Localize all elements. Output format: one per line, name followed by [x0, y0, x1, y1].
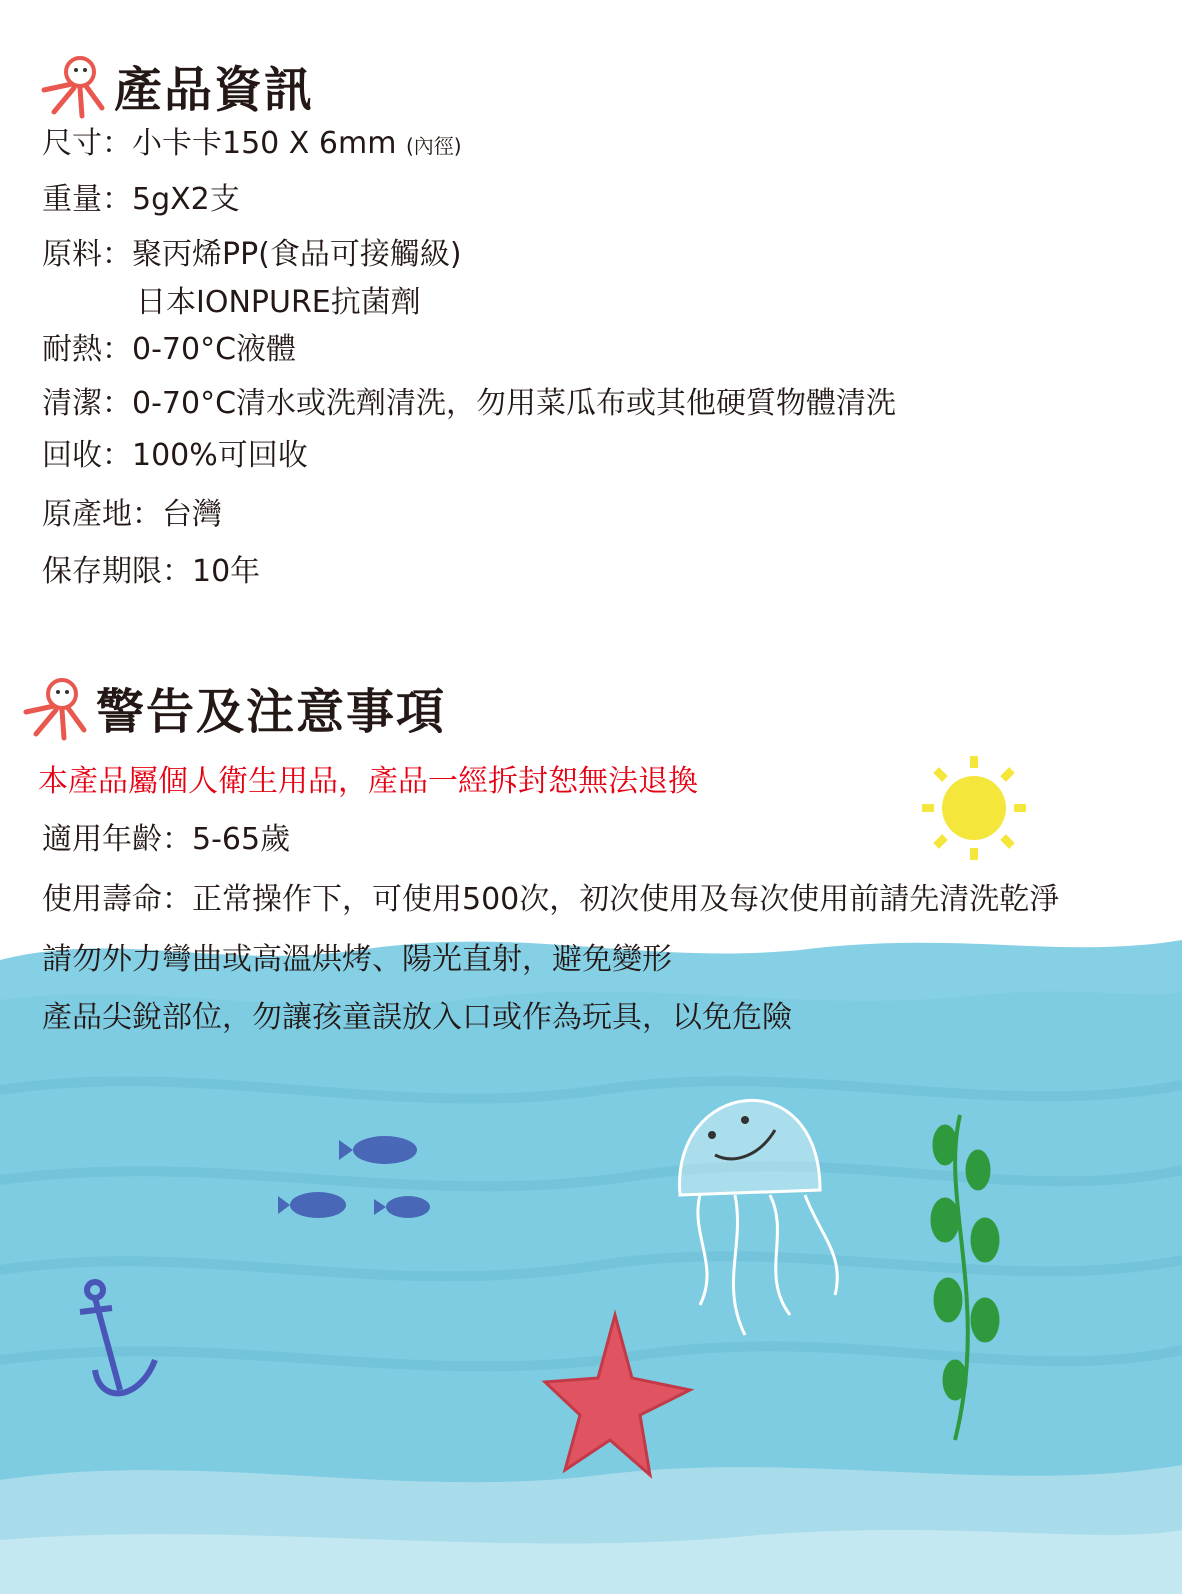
age-line	[42, 820, 290, 860]
recycle-line	[42, 436, 308, 476]
material-line-2	[136, 283, 421, 323]
origin-label: 原產地：	[42, 497, 162, 532]
caution-1: 請勿外力彎曲或高溫烘烤、陽光直射，避免變形	[42, 942, 672, 977]
material-value-2: 日本IONPURE抗菌劑	[136, 285, 421, 320]
clean-line	[42, 384, 896, 424]
material-line	[42, 235, 462, 275]
origin-value: 台灣	[162, 497, 222, 532]
weight-line	[42, 180, 240, 220]
shelf-label: 保存期限：	[42, 554, 192, 589]
age-value: 5-65歲	[192, 822, 291, 857]
age-label: 適用年齡：	[42, 822, 192, 857]
warnings-title: 警告及注意事項	[96, 683, 447, 740]
product-info-heading	[36, 50, 314, 120]
origin-line	[42, 495, 222, 535]
heat-value: 0-70°C液體	[132, 332, 297, 367]
clean-label: 清潔：	[42, 386, 132, 421]
product-info-title: 產品資訊	[114, 61, 315, 118]
sun-icon	[918, 752, 1030, 864]
recycle-value: 100%可回收	[132, 438, 308, 473]
life-line	[42, 880, 1059, 920]
heat-label: 耐熱：	[42, 332, 132, 367]
heat-line	[42, 330, 296, 370]
notice-text: 本產品屬個人衛生用品，產品一經拆封恕無法退換	[38, 764, 698, 799]
octopus-icon	[18, 672, 90, 742]
caution-2: 產品尖銳部位，勿讓孩童誤放入口或作為玩具，以免危險	[42, 1000, 792, 1035]
shelf-line	[42, 552, 260, 592]
caution-line-1	[42, 940, 672, 980]
weight-value: 5gX2支	[132, 182, 240, 217]
size-value: 小卡卡150 X 6mm	[132, 126, 397, 161]
octopus-icon	[36, 50, 108, 120]
material-value-1: 聚丙烯PP(食品可接觸級)	[132, 237, 462, 272]
weight-label: 重量：	[42, 182, 132, 217]
caution-line-2	[42, 998, 792, 1038]
recycle-label: 回收：	[42, 438, 132, 473]
size-label: 尺寸：	[42, 126, 132, 161]
notice-line	[38, 762, 698, 802]
life-label: 使用壽命：	[42, 882, 192, 917]
warnings-heading	[18, 672, 446, 742]
size-line	[42, 124, 462, 166]
life-value: 正常操作下，可使用500次，初次使用及每次使用前請先清洗乾淨	[192, 882, 1060, 917]
clean-value: 0-70°C清水或洗劑清洗，勿用菜瓜布或其他硬質物體清洗	[132, 386, 897, 421]
size-note: (內徑)	[405, 134, 462, 158]
shelf-value: 10年	[192, 554, 261, 589]
material-label: 原料：	[42, 237, 132, 272]
